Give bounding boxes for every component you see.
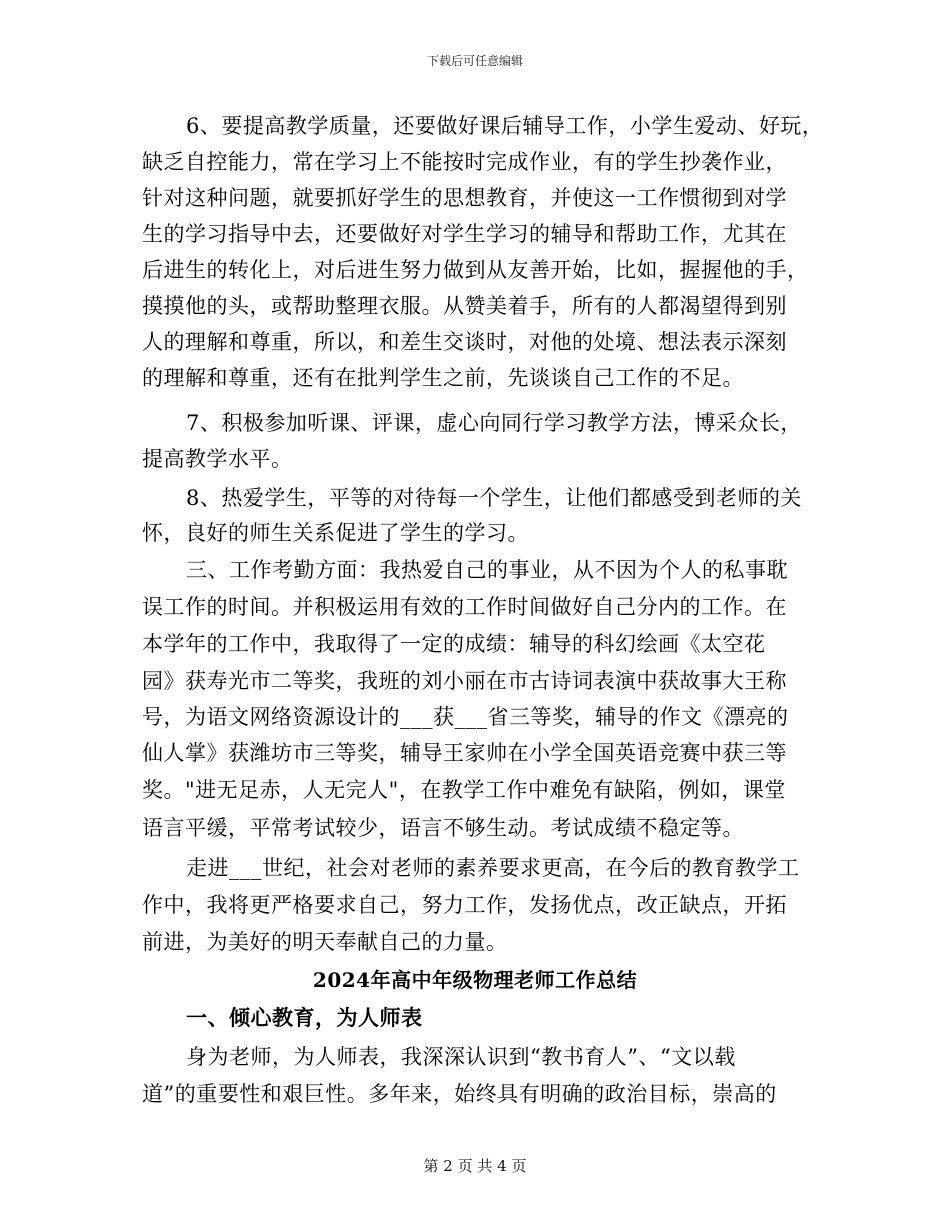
paragraph-line: 作中，我将更严格要求自己，努力工作，发扬优点，改正缺点，开拓 [142, 893, 787, 917]
paragraph-line: 道”的重要性和艰巨性。多年来，始终具有明确的政治目标，崇高的 [142, 1082, 777, 1106]
paragraph-line: 生的学习指导中去，还要做好对学生学习的辅导和帮助工作，尤其在 [142, 222, 787, 246]
paragraph-line: 语言平缓，平常考试较少，语言不够生动。考试成绩不稳定等。 [142, 816, 744, 840]
paragraph-line: 本学年的工作中，我取得了一定的成绩：辅导的科幻绘画《太空花 [142, 632, 766, 656]
paragraph-line: 怀，良好的师生关系促进了学生的学习。 [142, 521, 529, 545]
paragraph-line: 走进___世纪，社会对老师的素养要求更高，在今后的教育教学工 [186, 856, 800, 880]
paragraph-line: 园》获寿光市二等奖，我班的刘小丽在市古诗词表演中获故事大王称 [142, 669, 787, 693]
article-title: 2024年高中年级物理老师工作总结 [312, 968, 638, 992]
header-note: 下载后可任意编辑 [426, 54, 523, 68]
paragraph-line: 误工作的时间。并积极运用有效的工作时间做好自己分内的工作。在 [142, 595, 787, 619]
paragraph-line: 仙人掌》获潍坊市三等奖，辅导王家帅在小学全国英语竞赛中获三等 [142, 741, 787, 765]
paragraph-line: 奖。"进无足赤，人无完人"，在教学工作中难免有缺陷，例如，课堂 [142, 778, 786, 802]
paragraph-line: 针对这种问题，就要抓好学生的思想教育，并使这一工作惯彻到对学 [142, 186, 787, 210]
paragraph-line: 前进，为美好的明天奉献自己的力量。 [142, 930, 508, 954]
paragraph-line: 身为老师，为人师表，我深深认识到“教书育人”、“文以载 [186, 1045, 736, 1069]
paragraph-line: 8、热爱学生，平等的对待每一个学生，让他们都感受到老师的关 [186, 486, 802, 510]
paragraph-line: 后进生的转化上，对后进生努力做到从友善开始，比如，握握他的手， [142, 258, 809, 282]
paragraph-line: 6、要提高教学质量，还要做好课后辅导工作，小学生爱动、好玩， [186, 114, 824, 138]
paragraph-line: 人的理解和尊重，所以，和差生交谈时，对他的处境、想法表示深刻 [142, 330, 787, 354]
paragraph-line: 7、积极参加听课、评课，虚心向同行学习教学方法，博采众长， [186, 411, 802, 435]
paragraph-line: 提高教学水平。 [142, 447, 293, 471]
paragraph-line: 三、工作考勤方面：我热爱自己的事业，从不因为个人的私事耽 [186, 558, 788, 582]
paragraph-line: 号，为语文网络资源设计的___获___省三等奖，辅导的作文《漂亮的 [142, 705, 789, 729]
page-number: 第 2 页 共 4 页 [423, 1157, 527, 1175]
section-heading: 一、倾心教育，为人师表 [186, 1005, 423, 1030]
paragraph-line: 缺乏自控能力，常在学习上不能按时完成作业，有的学生抄袭作业， [142, 150, 787, 174]
paragraph-line: 的理解和尊重，还有在批判学生之前，先谈谈自己工作的不足。 [142, 366, 744, 390]
paragraph-line: 摸摸他的头，或帮助整理衣服。从赞美着手，所有的人都渴望得到别 [142, 294, 787, 318]
